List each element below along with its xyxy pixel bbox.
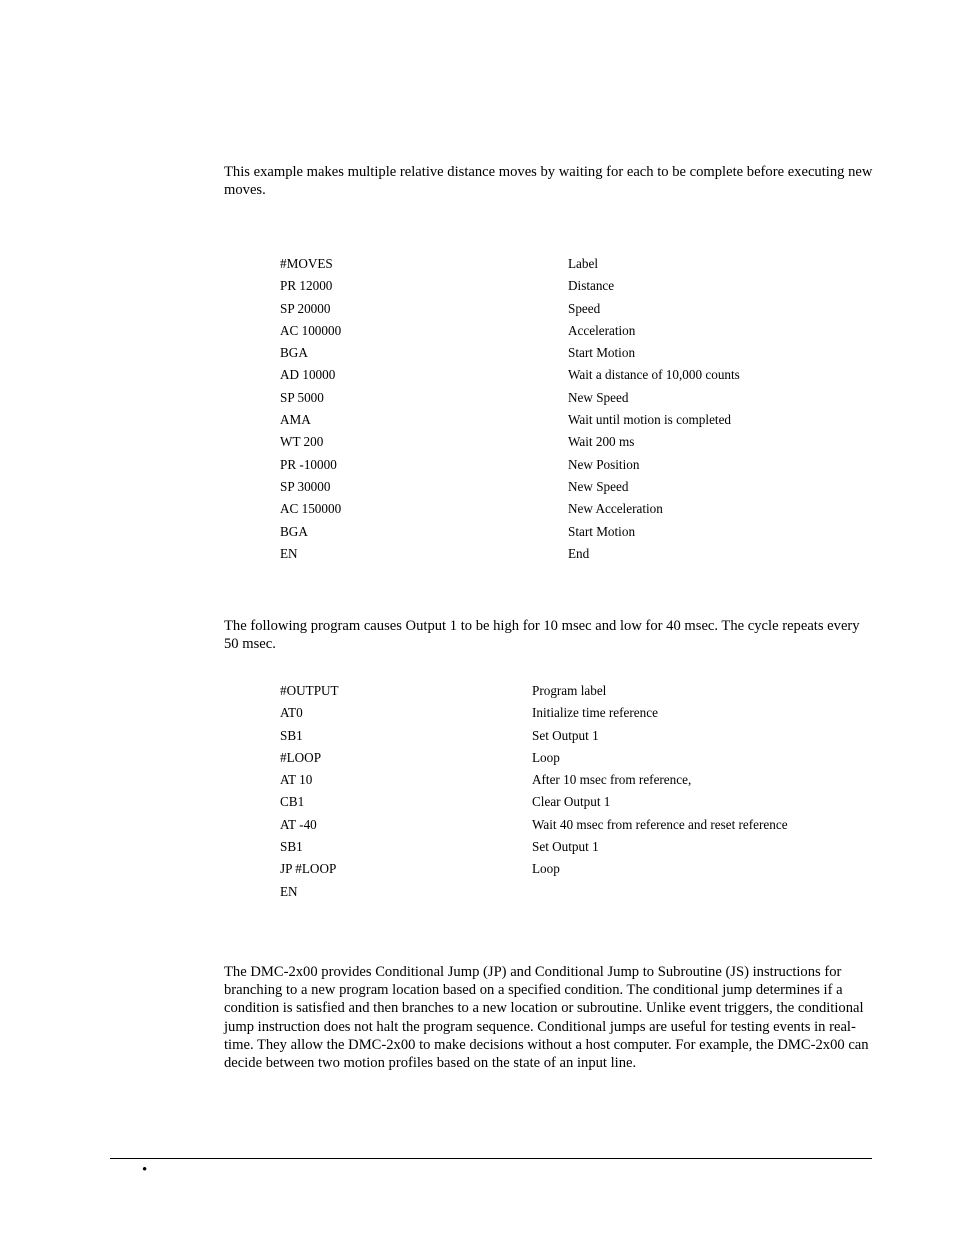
output-intro-paragraph: The following program causes Output 1 to be high for 10 msec and low for 40 msec. The cycle repeats every 50 msec. — [224, 618, 860, 653]
code-description: Set Output 1 — [532, 839, 599, 855]
code-command: SB1 — [280, 727, 303, 743]
code-description: Set Output 1 — [532, 727, 599, 743]
code-description: New Speed — [568, 389, 629, 405]
code-command: JP #LOOP — [280, 861, 337, 877]
code-description: Start Motion — [568, 523, 636, 539]
moves-intro-paragraph: This example makes multiple relative distance moves by waiting for each to be complete before executing new moves. — [224, 164, 873, 199]
code-command: PR 12000 — [280, 278, 333, 294]
code-description: New Position — [568, 456, 640, 472]
code-description: After 10 msec from reference, — [532, 772, 692, 788]
code-description: New Speed — [568, 478, 629, 494]
code-command: AT0 — [280, 705, 303, 721]
code-description: New Acceleration — [568, 501, 663, 517]
code-command: AC 150000 — [280, 501, 342, 517]
code-command: AT 10 — [280, 772, 313, 788]
code-command: #LOOP — [280, 749, 322, 765]
conditional-jump-paragraph: The DMC-2x00 provides Conditional Jump (JP) and Conditional Jump to Subroutine (JS) instructions for branching to a new program location based on a specified condition. The conditional jump determines if a condition is satisfied and then branches to a new location or subroutine. Unlike event triggers, the conditional jump instruction does not halt the program sequence. Conditional jumps are useful for testing events in real-time. They allow the DMC-2x00 to make decisions without a host computer. For example, the DMC-2x00 can decide between two motion profiles based on the state of an input line. — [224, 964, 869, 1072]
code-description: Distance — [568, 278, 615, 294]
code-description: Initialize time reference — [532, 705, 658, 721]
code-description: Clear Output 1 — [532, 794, 611, 810]
code-command: PR -10000 — [280, 456, 337, 472]
code-description: Label — [568, 256, 599, 271]
footer-bullet: • — [142, 1162, 148, 1178]
code-command: EN — [280, 545, 298, 561]
code-description: Acceleration — [568, 322, 636, 338]
code-command: AC 100000 — [280, 322, 342, 338]
code-command: AT -40 — [280, 816, 317, 832]
code-description: Loop — [532, 861, 560, 877]
code-description: Speed — [568, 300, 601, 316]
code-description: Wait 200 ms — [568, 434, 635, 450]
code-command: BGA — [280, 345, 308, 361]
code-description: Wait a distance of 10,000 counts — [568, 367, 740, 383]
code-command: SB1 — [280, 839, 303, 855]
footer-divider — [110, 1158, 872, 1159]
code-command: EN — [280, 883, 298, 899]
code-command: SP 30000 — [280, 478, 331, 494]
code-command: BGA — [280, 523, 308, 539]
code-description: End — [568, 545, 590, 561]
code-description: Wait 40 msec from reference and reset reference — [532, 816, 788, 832]
code-command: AD 10000 — [280, 367, 336, 383]
code-command: SP 20000 — [280, 300, 331, 316]
code-command: #MOVES — [280, 256, 333, 271]
code-description: Program label — [532, 683, 607, 698]
code-command: AMA — [280, 412, 311, 428]
code-description: Loop — [532, 749, 560, 765]
code-command: CB1 — [280, 794, 305, 810]
code-description: Start Motion — [568, 345, 636, 361]
code-command: #OUTPUT — [280, 683, 339, 698]
code-command: SP 5000 — [280, 389, 324, 405]
code-description: Wait until motion is completed — [568, 412, 732, 428]
code-command: WT 200 — [280, 434, 324, 450]
